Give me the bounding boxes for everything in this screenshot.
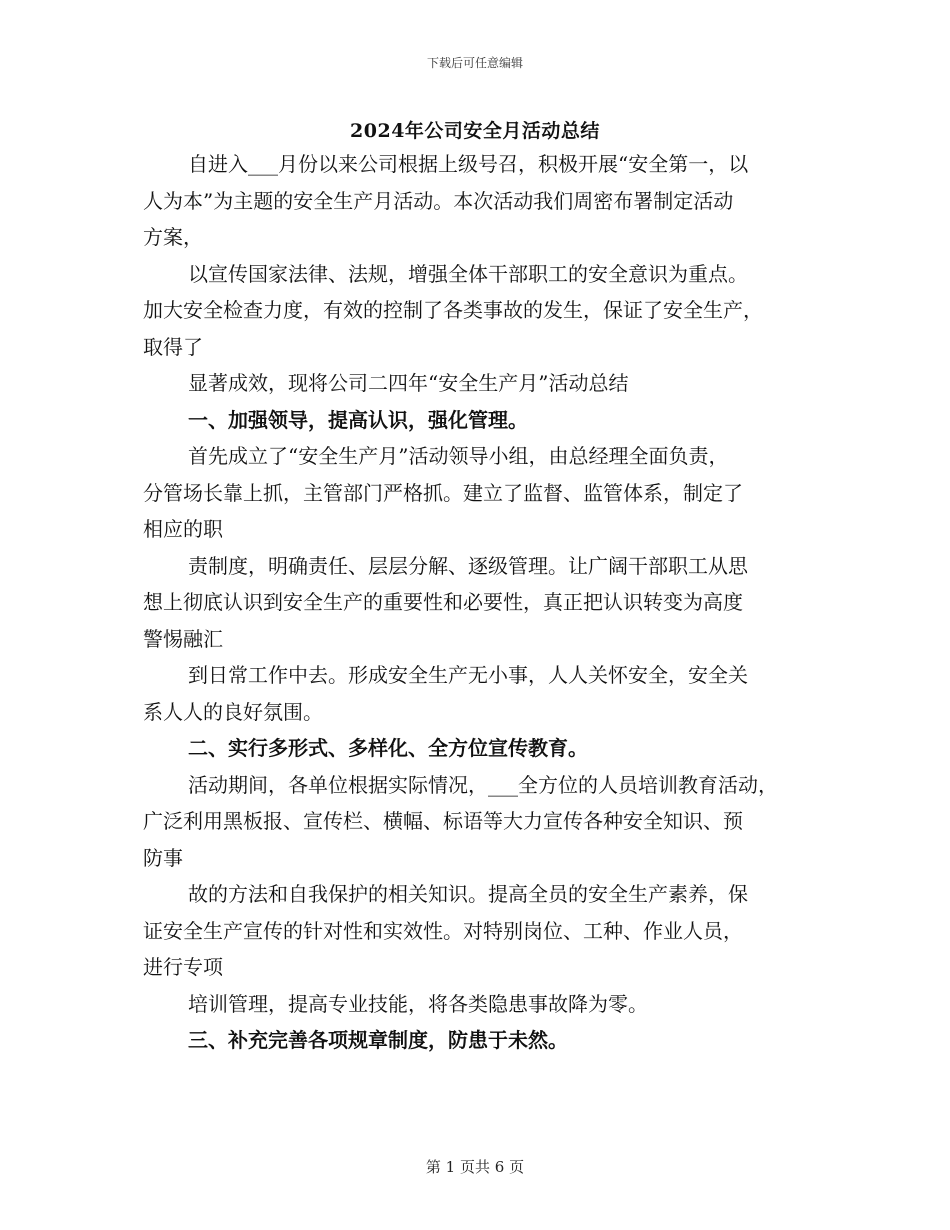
- paragraph-line: 培训管理，提高专业技能，将各类隐患事故降为零。: [188, 991, 648, 1016]
- paragraph-line: 防事: [143, 845, 183, 870]
- paragraph-line: 取得了: [143, 334, 203, 359]
- paragraph-line: 方案，: [143, 225, 203, 249]
- section-heading-2: 二、实行多形式、多样化、全方位宣传教育。: [188, 736, 588, 760]
- paragraph-line: 系人人的良好氛围。: [143, 699, 323, 724]
- paragraph-line: 证安全生产宣传的针对性和实效性。对特别岗位、工种、作业人员，: [143, 918, 743, 943]
- paragraph-line: 首先成立了“安全生产月”活动领导小组，由总经理全面负责，: [188, 444, 729, 468]
- paragraph-line: 进行专项: [143, 955, 223, 979]
- document-body: [143, 146, 811, 1059]
- paragraph-line: 活动期间，各单位根据实际情况，___全方位的人员培训教育活动，: [188, 772, 778, 797]
- paragraph-line: 加大安全检查力度，有效的控制了各类事故的发生，保证了安全生产，: [143, 298, 763, 322]
- paragraph-line: 警惕融汇: [143, 626, 223, 651]
- paragraph-line: 自进入___月份以来公司根据上级号召，积极开展“安全第一，以: [188, 152, 749, 176]
- header-note: 下载后可任意编辑: [426, 56, 523, 70]
- paragraph-line: 显著成效，现将公司二四年“安全生产月”活动总结: [188, 371, 629, 395]
- paragraph-line: 相应的职: [143, 517, 223, 541]
- paragraph-line: 想上彻底认识到安全生产的重要性和必要性，真正把认识转变为高度: [143, 590, 743, 614]
- paragraph-line: 以宣传国家法律、法规，增强全体干部职工的安全意识为重点。: [188, 261, 748, 286]
- section-heading-3: 三、补充完善各项规章制度，防患于未然。: [188, 1028, 568, 1052]
- paragraph-line: 责制度，明确责任、层层分解、逐级管理。让广阔干部职工从思: [188, 553, 748, 578]
- paragraph-line: 到日常工作中去。形成安全生产无小事，人人关怀安全，安全关: [188, 663, 748, 687]
- paragraph-line: 分管场长靠上抓，主管部门严格抓。建立了监督、监管体系，制定了: [143, 480, 743, 505]
- paragraph-line: 广泛利用黑板报、宣传栏、横幅、标语等大力宣传各种安全知识、预: [143, 809, 743, 833]
- page-footer: 第 1 页共 6 页: [425, 1158, 525, 1176]
- document-title: 2024年公司安全月活动总结: [350, 120, 600, 142]
- section-heading-1: 一、加强领导，提高认识，强化管理。: [188, 407, 528, 432]
- paragraph-line: 人为本”为主题的安全生产月活动。本次活动我们周密布署制定活动: [143, 188, 734, 213]
- paragraph-line: 故的方法和自我保护的相关知识。提高全员的安全生产素养，保: [188, 882, 748, 906]
